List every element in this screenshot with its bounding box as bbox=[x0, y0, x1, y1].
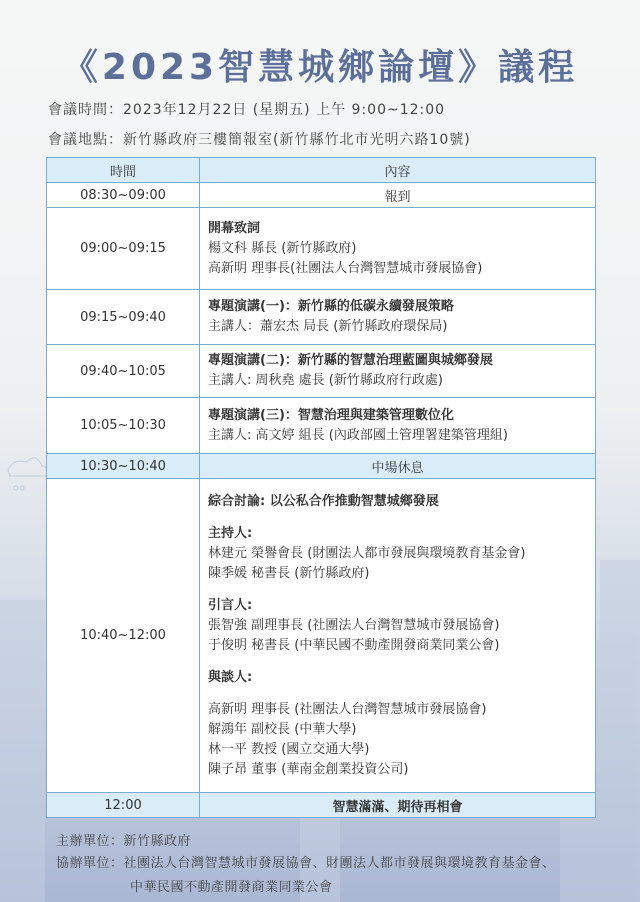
meeting-place: 會議地點：新竹縣政府三樓簡報室(新竹縣竹北市光明六路10號) bbox=[48, 132, 471, 148]
session-title: 專題演講(二)：新竹縣的智慧治理藍圖與城鄉發展 bbox=[208, 353, 493, 368]
organizer: 主辦單位：新竹縣政府 bbox=[56, 834, 192, 849]
row-time: 10:05~10:30 bbox=[47, 398, 200, 454]
speaker: 主講人：蕭宏杰 局長 (新竹縣政府環保局) bbox=[208, 319, 448, 334]
speaker: 陳季媛 秘書長 (新竹縣政府) bbox=[208, 565, 370, 581]
co-organizer: 協辦單位：社團法人台灣智慧城市發展協會、財團法人都市發展與環境教育基金會、 bbox=[56, 856, 556, 871]
table-row bbox=[47, 793, 596, 818]
speaker: 陳子昂 董事 (華南金創業投資公司) bbox=[208, 761, 409, 777]
table-row bbox=[47, 345, 596, 398]
speaker: 解鴻年 副校長 (中華大學) bbox=[208, 721, 357, 737]
speaker: 楊文科 縣長 (新竹縣政府) bbox=[208, 240, 357, 256]
speaker: 主講人: 周秋堯 處長 (新竹縣政府行政處) bbox=[208, 373, 443, 388]
table-row bbox=[47, 398, 596, 454]
session-title: 綜合討論: 以公私合作推動智慧城鄉發展 bbox=[208, 493, 439, 509]
row-time: 12:00 bbox=[47, 793, 200, 818]
co-organizer-continued: 中華民國不動產開發商業同業公會 bbox=[130, 880, 333, 895]
speaker: 林建元 榮譽會長 (財團法人都市發展與環境教育基金會) bbox=[208, 545, 526, 561]
row-content bbox=[200, 290, 596, 345]
header-content: 內容 bbox=[200, 158, 596, 183]
role-label: 與談人: bbox=[208, 669, 253, 685]
agenda-table bbox=[46, 157, 596, 818]
speaker: 于俊明 秘書長 (中華民國不動產開發商業同業公會) bbox=[208, 637, 500, 653]
header-time: 時間 bbox=[47, 158, 200, 183]
row-content: 中場休息 bbox=[200, 454, 596, 479]
speaker: 林一平 教授 (國立交通大學) bbox=[208, 741, 370, 757]
role-label: 引言人: bbox=[208, 597, 253, 613]
row-time: 10:40~12:00 bbox=[47, 479, 200, 793]
session-title: 專題演講(一)：新竹縣的低碳永續發展策略 bbox=[208, 299, 454, 314]
role-label: 主持人: bbox=[208, 525, 253, 541]
page-title: 《2023智慧城鄉論壇》議程 bbox=[61, 47, 579, 88]
row-time: 09:40~10:05 bbox=[47, 345, 200, 398]
table-row bbox=[47, 183, 596, 208]
row-time: 09:00~09:15 bbox=[47, 208, 200, 290]
meeting-time: 會議時間：2023年12月22日 (星期五) 上午 9:00~12:00 bbox=[48, 102, 446, 118]
table-row bbox=[47, 208, 596, 290]
row-content bbox=[200, 398, 596, 454]
table-row bbox=[47, 454, 596, 479]
table-header-row bbox=[47, 158, 596, 183]
row-time: 10:30~10:40 bbox=[47, 454, 200, 479]
row-time: 08:30~09:00 bbox=[47, 183, 200, 208]
speaker: 高新明 理事長 (社團法人台灣智慧城市發展協會) bbox=[208, 701, 487, 717]
row-content bbox=[200, 345, 596, 398]
row-content: 智慧滿滿、期待再相會 bbox=[200, 793, 596, 818]
speaker: 張智強 副理事長 (社團法人台灣智慧城市發展協會) bbox=[208, 617, 500, 633]
speaker: 高新明 理事長(社團法人台灣智慧城市發展協會) bbox=[208, 260, 483, 276]
table-row bbox=[47, 479, 596, 793]
row-content bbox=[200, 479, 596, 793]
table-row bbox=[47, 290, 596, 345]
speaker: 主講人: 高文婷 組長 (內政部國土管理署建築管理組) bbox=[208, 427, 508, 443]
session-title: 專題演講(三)：智慧治理與建築管理數位化 bbox=[208, 407, 454, 423]
row-time: 09:15~09:40 bbox=[47, 290, 200, 345]
row-content: 報到 bbox=[200, 183, 596, 208]
row-content bbox=[200, 208, 596, 290]
session-title: 開幕致詞 bbox=[208, 220, 261, 236]
